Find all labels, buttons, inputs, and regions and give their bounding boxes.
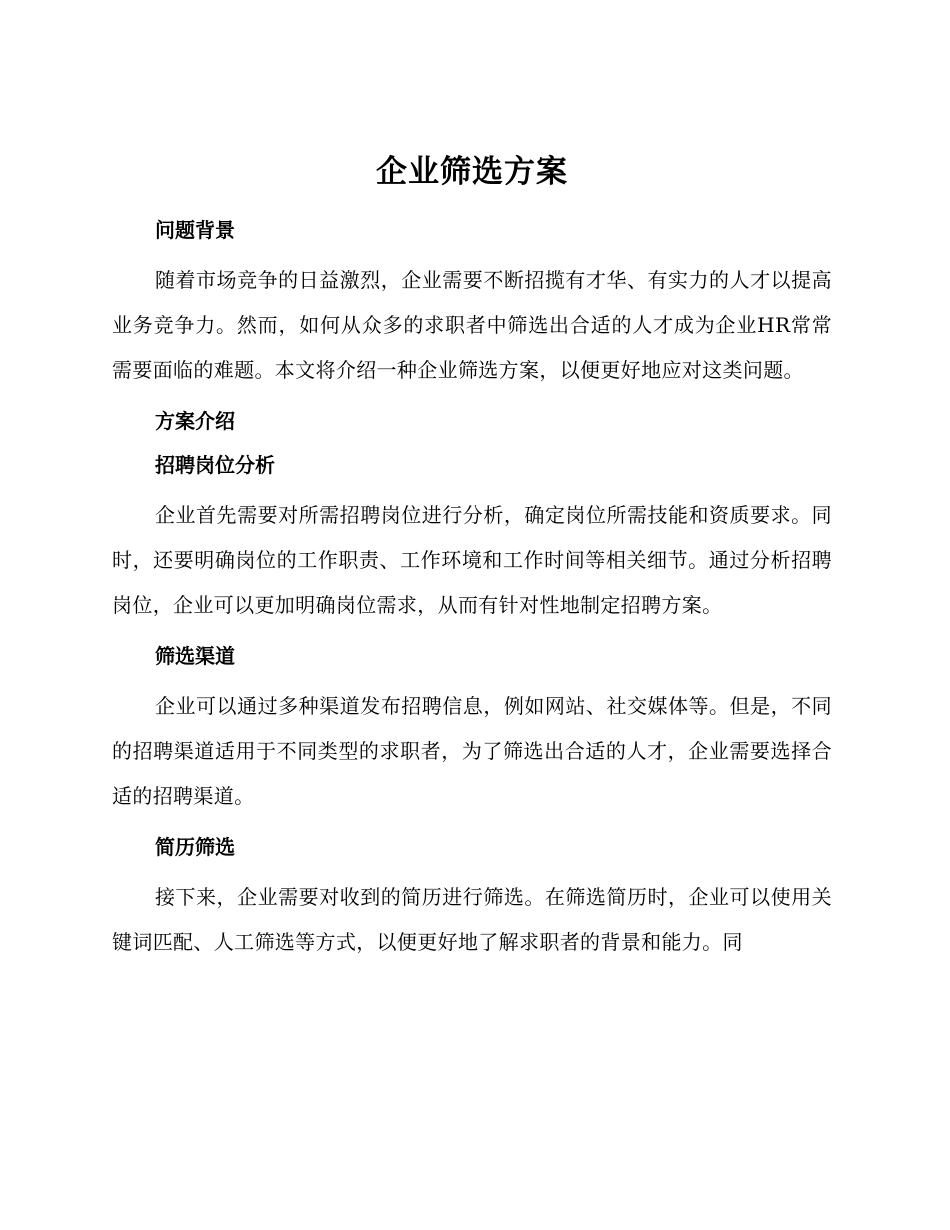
section-paragraph-resume: 接下来，企业需要对收到的简历进行筛选。在筛选简历时，企业可以使用关键词匹配、人工筛选等方式，以便更好地了解求职者的背景和能力。同 <box>112 885 832 954</box>
section-heading-background: 问题背景 <box>155 218 235 242</box>
section-paragraph-job-analysis: 企业首先需要对所需招聘岗位进行分析，确定岗位所需技能和资质要求。同时，还要明确岗位的工作职责、工作环境和工作时间等相关细节。通过分析招聘岗位，企业可以更加明确岗位需求，从而有针对性地制定招聘方案。 <box>112 503 832 617</box>
section-heading-channels: 筛选渠道 <box>155 644 235 668</box>
section-paragraph-channels: 企业可以通过多种渠道发布招聘信息，例如网站、社交媒体等。但是，不同的招聘渠道适用于不同类型的求职者，为了筛选出合适的人才，企业需要选择合适的招聘渠道。 <box>112 694 832 808</box>
section-heading-job-analysis: 招聘岗位分析 <box>155 453 275 477</box>
document-page <box>112 148 832 965</box>
section-paragraph-background: 随着市场竞争的日益激烈，企业需要不断招揽有才华、有实力的人才以提高业务竞争力。然而，如何从众多的求职者中筛选出合适的人才成为企业HR常常需要面临的难题。本文将介绍一种企业筛选方案，以便更好地应对这类问题。 <box>112 268 832 382</box>
section-heading-resume: 简历筛选 <box>155 835 235 859</box>
document-title: 企业筛选方案 <box>376 154 568 190</box>
section-heading-intro: 方案介绍 <box>155 409 235 433</box>
